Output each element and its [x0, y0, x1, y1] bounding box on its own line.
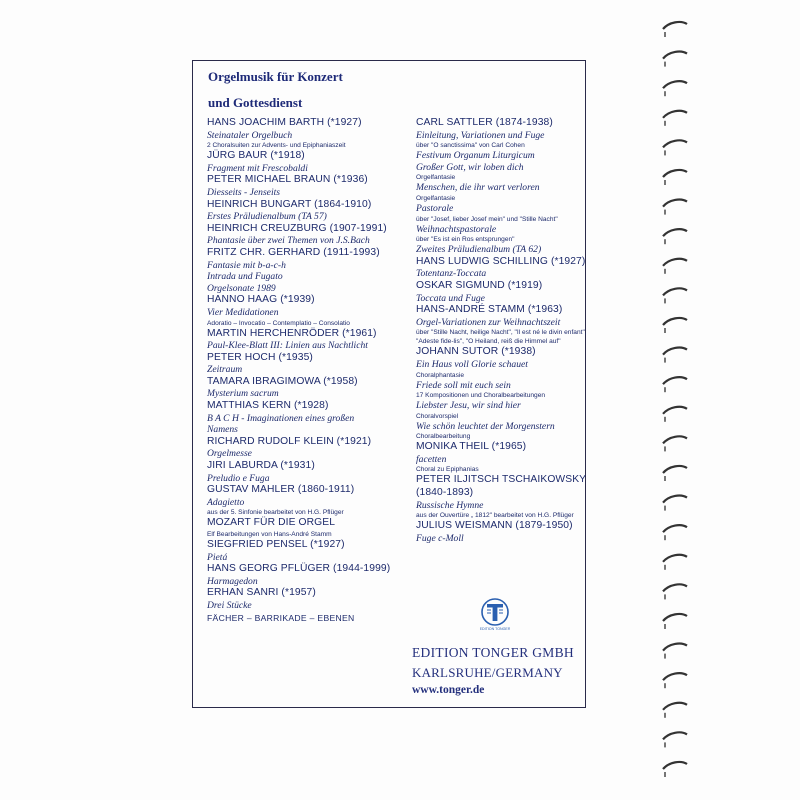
binding-ring [663, 348, 687, 355]
work-title: Großer Gott, wir loben dich [416, 161, 524, 173]
work-title: Russische Hymne [416, 499, 484, 511]
work-note: Elf Bearbeitungen von Hans-André Stamm [207, 531, 332, 538]
work-title: Orgelsonate 1989 [207, 282, 276, 294]
composer-name: HANS GEORG PFLÜGER (1944-1999) [207, 563, 391, 575]
catalog-entry [416, 304, 586, 346]
work-title: Pastorale [416, 202, 454, 214]
binding-ring [663, 52, 687, 59]
composer-name: JIRI LABURDA (*1931) [207, 460, 315, 472]
work-note: Choralbearbeitung [416, 433, 471, 441]
work-note: Orgelfantasie [416, 194, 456, 202]
catalog-entry [207, 117, 407, 150]
catalog-entry [207, 174, 407, 198]
work-title: Zeitraum [207, 364, 243, 376]
work-title: Vier Medidationen [207, 306, 279, 318]
composer-name: PETER ILJITSCH TSCHAIKOWSKY [416, 474, 587, 486]
publisher-name: EDITION TONGER GMBH [412, 645, 574, 660]
composer-name: HEINRICH CREUZBURG (1907-1991) [207, 222, 387, 234]
binding-ring [663, 584, 687, 591]
work-title: facetten [416, 453, 447, 465]
work-title: Mysterium sacrum [207, 388, 279, 400]
binding-ring [663, 525, 687, 532]
composer-name: HANS-ANDRÉ STAMM (*1963) [416, 304, 563, 316]
work-title: Adagietto [207, 496, 245, 508]
work-title: Orgel-Variationen zur Weihnachtszeit [416, 316, 561, 328]
binding-ring [663, 318, 687, 325]
edition-tonger-logo [480, 598, 510, 632]
left-column [207, 117, 407, 624]
catalog-entry [207, 436, 407, 460]
composer-name: MONIKA THEIL (*1965) [416, 441, 527, 453]
catalog-entry [207, 539, 407, 563]
composer-name: JULIUS WEISMANN (1879-1950) [416, 520, 573, 532]
catalog-entry [207, 587, 407, 623]
composer-name: JOHANN SUTOR (*1938) [416, 346, 536, 358]
catalog-entry [207, 328, 407, 352]
binding-ring [663, 407, 687, 414]
catalog-entry [416, 117, 586, 256]
work-note: über "Stille Nacht, heilige Nacht", "Il est né le divin enfant", "Adeste fide-lis", "O Heiland, reiß die Himmel auf" [416, 329, 587, 346]
catalog-entry [207, 484, 407, 517]
composer-name: HANS LUDWIG SCHILLING (*1927) [416, 255, 586, 267]
catalog-entry [416, 474, 586, 520]
composer-name: PETER MICHAEL BRAUN (*1936) [207, 174, 368, 186]
catalog-entry [416, 280, 586, 304]
binding-ring [663, 732, 687, 739]
work-note: aus der Ouvertüre „ 1812" bearbeitet von H.G. Pflüger [416, 512, 574, 520]
binding-ring [663, 762, 687, 769]
binding-ring [663, 140, 687, 147]
work-note: Choralphantasie [416, 371, 465, 379]
binding-ring [663, 436, 687, 443]
work-movements: FÄCHER – BARRIKADE – EBENEN [207, 612, 355, 623]
binding-ring [663, 644, 687, 651]
work-note: über "Es ist ein Ros entsprungen" [416, 236, 515, 244]
work-title: Fragment mit Frescobaldi [207, 162, 308, 174]
catalog-entry [416, 441, 586, 474]
composer-name: SIEGFRIED PENSEL (*1927) [207, 539, 345, 550]
work-title: Diesseits - Jenseits [207, 186, 281, 198]
work-title: Weihnachtspastorale [416, 223, 497, 235]
composer-name: CARL SATTLER (1874-1938) [416, 117, 553, 128]
work-title: Wie schön leuchtet der Morgenstern [416, 420, 555, 432]
catalog-entry [207, 517, 407, 539]
binding-ring [663, 81, 687, 88]
spiral-binding [655, 0, 695, 800]
work-title: Paul-Klee-Blatt III: Linien aus Nachtlicht [207, 340, 368, 352]
work-title: Menschen, die ihr wart verloren [416, 182, 540, 194]
composer-name: HANS JOACHIM BARTH (*1927) [207, 117, 362, 128]
work-note: 2 Choralsuiten zur Advents- und Epiphaniaszeit [207, 142, 346, 150]
composer-name: HANNO HAAG (*1939) [207, 294, 315, 306]
composer-name: OSKAR SIGMUND (*1919) [416, 279, 543, 291]
composer-name: MOZART FÜR DIE ORGEL [207, 517, 336, 529]
catalog-entry [416, 346, 586, 441]
catalog-heading-line2: und Gottesdienst [208, 95, 303, 110]
work-note: 17 Kompositionen und Choralbearbeitungen [416, 392, 546, 400]
binding-ring [663, 111, 687, 118]
catalog-entry [207, 199, 407, 223]
work-title: Drei Stücke [207, 599, 252, 611]
catalog-entry [416, 256, 586, 280]
composer-name: FRITZ CHR. GERHARD (1911-1993) [207, 246, 380, 258]
composer-dates: (1840-1893) [416, 487, 474, 499]
work-title: Festivum Organum Liturgicum [416, 150, 535, 162]
right-column [416, 117, 586, 544]
work-title: Zweites Präludienalbum (TA 62) [416, 244, 542, 256]
catalog-entry [416, 520, 586, 544]
binding-ring [663, 288, 687, 295]
catalog-entry [207, 150, 407, 174]
work-title: Namens [207, 424, 238, 436]
work-note: über "Josef, lieber Josef mein" und "Stille Nacht" [416, 215, 558, 223]
work-note: Orgelfantasie [416, 174, 456, 182]
binding-ring [663, 614, 687, 621]
binding-ring [663, 466, 687, 473]
composer-name: RICHARD RUDOLF KLEIN (*1921) [207, 435, 372, 447]
work-title: Phantasie über zwei Themen von J.S.Bach [207, 235, 370, 247]
catalog-entry [207, 460, 407, 484]
binding-ring [663, 170, 687, 177]
work-note: über "O sanctissima" von Carl Cohen [416, 142, 525, 150]
catalog-entry [207, 563, 407, 587]
composer-name: ERHAN SANRI (*1957) [207, 587, 316, 599]
work-title: Steinataler Orgelbuch [207, 129, 293, 141]
work-title: Preludio e Fuga [207, 472, 270, 484]
work-title: B A C H - Imaginationen eines großen [207, 412, 355, 424]
work-note: Choralvorspiel [416, 412, 459, 420]
catalog-entry [207, 400, 407, 436]
publisher-city: KARLSRUHE/GERMANY [412, 665, 563, 680]
work-title: Harmagedon [207, 575, 258, 587]
work-title: Friede soll mit euch sein [416, 379, 511, 391]
work-title: Pietá [207, 551, 228, 563]
catalog-entry [207, 352, 407, 376]
binding-ring [663, 200, 687, 207]
work-title: Intrada und Fugato [207, 271, 283, 283]
composer-name: JÜRG BAUR (*1918) [207, 150, 305, 162]
work-note: Choral zu Epiphanias [416, 466, 479, 474]
binding-ring [663, 259, 687, 266]
work-title: Erstes Präludienalbum (TA 57) [207, 211, 327, 223]
binding-ring [663, 555, 687, 562]
work-title: Orgelmesse [207, 448, 252, 460]
work-note: Adoratio – Invocatio – Contemplatio – Consolatio [207, 319, 350, 327]
binding-ring [663, 673, 687, 680]
composer-name: TAMARA IBRAGIMOWA (*1958) [207, 375, 358, 387]
catalog-entry [207, 376, 407, 400]
composer-name: MARTIN HERCHENRÖDER (*1961) [207, 327, 377, 339]
composer-name: MATTHIAS KERN (*1928) [207, 400, 329, 412]
catalog-entry [207, 223, 407, 247]
work-title: Fantasie mit b-a-c-h [207, 259, 286, 271]
binding-ring [663, 377, 687, 384]
work-title: Toccata und Fuge [416, 292, 485, 304]
work-title: Liebster Jesu, wir sind hier [416, 400, 521, 412]
work-title: Totentanz-Toccata [416, 268, 487, 280]
work-title: Einleitung, Variationen und Fuge [416, 129, 545, 141]
work-title: Ein Haus voll Glorie schauet [416, 358, 528, 370]
composer-name: PETER HOCH (*1935) [207, 351, 313, 363]
publisher-url: www.tonger.de [412, 684, 485, 696]
catalog-entry [207, 294, 407, 327]
binding-ring [663, 229, 687, 236]
binding-ring [663, 703, 687, 710]
work-title: Fuge c-Moll [416, 532, 464, 544]
binding-ring [663, 496, 687, 503]
work-note: aus der 5. Sinfonie bearbeitet von H.G. Pflüger [207, 509, 344, 517]
binding-ring [663, 22, 687, 29]
catalog-heading-line1: Orgelmusik für Konzert [208, 69, 343, 84]
composer-name: HEINRICH BUNGART (1864-1910) [207, 198, 372, 210]
composer-name: GUSTAV MAHLER (1860-1911) [207, 484, 355, 496]
logo-caption: EDITION TONGER [480, 627, 510, 631]
catalog-entry [207, 247, 407, 294]
